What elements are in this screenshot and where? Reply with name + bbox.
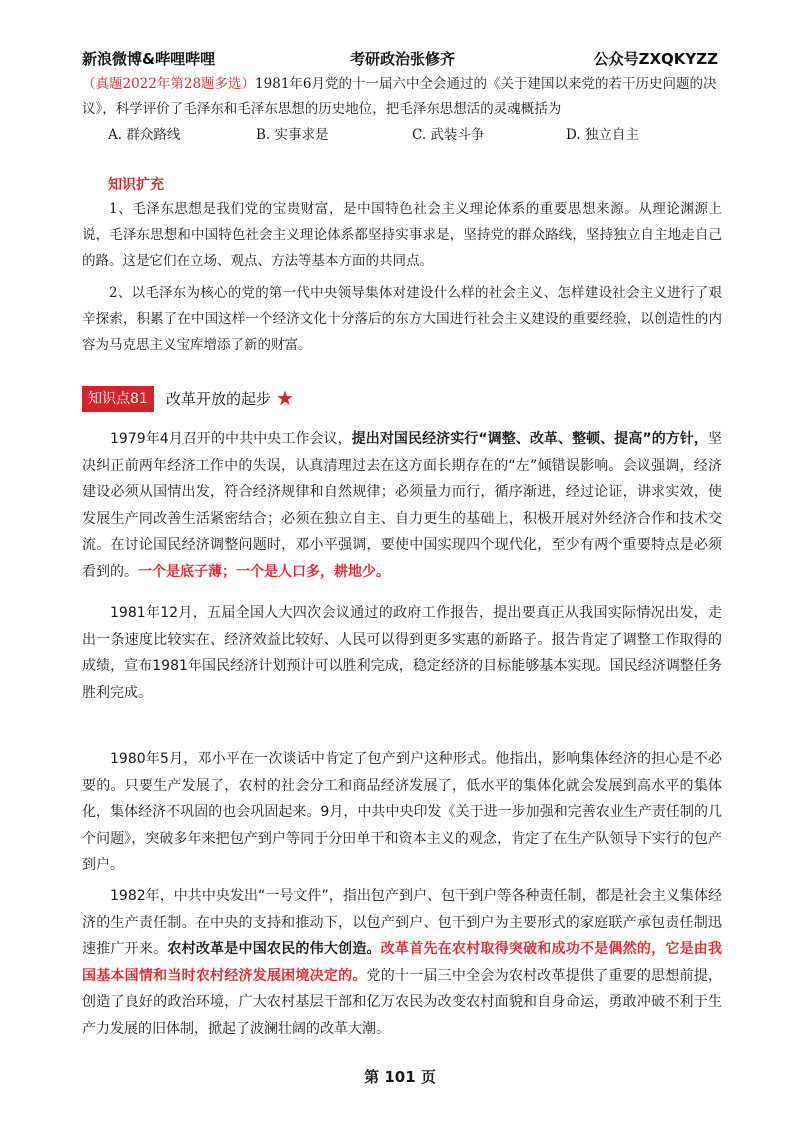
p4-highlight: 改革首先在农村取得突破和成功不是偶然的，它是由我国基本国情和当时农村经济发展困境决定的。: [82, 941, 723, 984]
header-wechat-account: 公众号ZXQKYZZ: [593, 50, 718, 68]
p1-policy: 提出对国民经济实行“调整、改革、整顿、提高”的方针，: [351, 431, 708, 447]
knowledge-point-badge: 知识点81: [82, 386, 154, 412]
p4-detail: 党的十一届三中全会为农村改革提供了重要的思想前提，创造了良好的政治环境，广大农村基层干部和亿万农民为改变农村面貌和自身命运，勇敢冲破不利于生产力发展的旧体制，掀起了波澜壮阔的改革大潮。: [82, 967, 723, 1037]
option-d: D. 独立自主: [566, 127, 639, 143]
body-paragraph-1: [82, 426, 722, 585]
p4-intro: 1982年，中共中央发出“一号文件”，指出包产到户、包干到户等各种责任制，都是社会主义集体经济的生产责任制。在中央的支持和推动下，以包产到户、包干到户为主要形式的家庭联产承包责任制迅速推广开来。: [82, 888, 722, 957]
option-a: A. 群众路线: [108, 127, 181, 143]
p4-bold: 农村改革是中国农民的伟大创造。: [167, 941, 381, 957]
p1-detail: 坚决纠正前两年经济工作中的失误，认真清理过去在这方面长期存在的“左”倾错误影响。会议强调，经济建设必须从国情出发，符合经济规律和自然规律；必须量力而行，循序渐进，经过论证，讲求实效，使发展生产同改善生活紧密结合；必须在独立自主、自力更生的基础上，积极开展对外经济合作和技术交流。在讨论国民经济调整问题时，邓小平强调，要使中国实现四个现代化，至少有两个重要特点是必须看到的。: [82, 431, 722, 580]
extension-paragraph-1: 1、毛泽东思想是我们党的宝贵财富，是中国特色社会主义理论体系的重要思想来源。从理论渊源上说，毛泽东思想和中国特色社会主义理论体系都坚持实事求是，坚持党的群众路线，坚持独立自主地走自己的路。这是它们在立场、观点、方法等基本方面的共同点。: [82, 201, 722, 269]
option-c: C. 武装斗争: [412, 127, 485, 143]
body-paragraph-4: [82, 883, 722, 1042]
knowledge-point-title: 改革开放的起步: [166, 390, 272, 408]
option-b: B. 实事求是: [256, 127, 329, 143]
body-paragraph-2: 1981年12月，五届全国人大四次会议通过的政府工作报告，提出要真正从我国实际情况出发，走出一条速度比较实在、经济效益比较好、人民可以得到更多实惠的新路子。报告肯定了调整工作取得的成绩，宣布1981年国民经济计划预计可以胜利完成，稳定经济的目标能够基本实现。国民经济调整任务胜利完成。: [82, 605, 722, 701]
header-weibo-bilibili: 新浪微博&哔哩哔哩: [82, 50, 216, 68]
extension-paragraph-2: 2、以毛泽东为核心的党的第一代中央领导集体对建设什么样的社会主义、怎样建设社会主义进行了艰辛探索，积累了在中国这样一个经济文化十分落后的东方大国进行社会主义建设的重要经验，以创造性的内容为马克思主义宝库增添了新的财富。: [82, 285, 722, 353]
body-paragraph-3: 1980年5月，邓小平在一次谈话中肯定了包产到户这种形式。他指出，影响集体经济的担心是不必要的。只要生产发展了，农村的社会分工和商品经济发展了，低水平的集体化就会发展到高水平的集体化，集体经济不巩固的也会巩固起来。9月，中共中央印发《关于进一步加强和完善农业生产责任制的几个问题》，突破多年来把包产到户等同于分田单干和资本主义的观念，肯定了在生产队领导下实行的包产到户。: [82, 751, 722, 873]
question-options: [108, 123, 728, 147]
p1-highlight: 一个是底子薄；一个是人口多，耕地少。: [138, 563, 390, 580]
header-author: 考研政治张修齐: [350, 50, 456, 68]
question-text: 1981年6月党的十一届六中全会通过的《关于建国以来党的若干历史问题的决议》，科学评价了毛泽东和毛泽东思想的历史地位，把毛泽东思想活的灵魂概括为: [82, 76, 717, 117]
page-number: 第 101 页: [364, 1068, 436, 1086]
exam-question: [82, 72, 722, 122]
star-icon: ★: [276, 386, 294, 410]
knowledge-point-heading: [82, 386, 482, 412]
p1-intro: 1979年4月召开的中共中央工作会议，: [110, 431, 352, 447]
question-tag: （真题2022年第28题多选）: [82, 76, 256, 92]
knowledge-extension-title: 知识扩充: [108, 177, 164, 193]
